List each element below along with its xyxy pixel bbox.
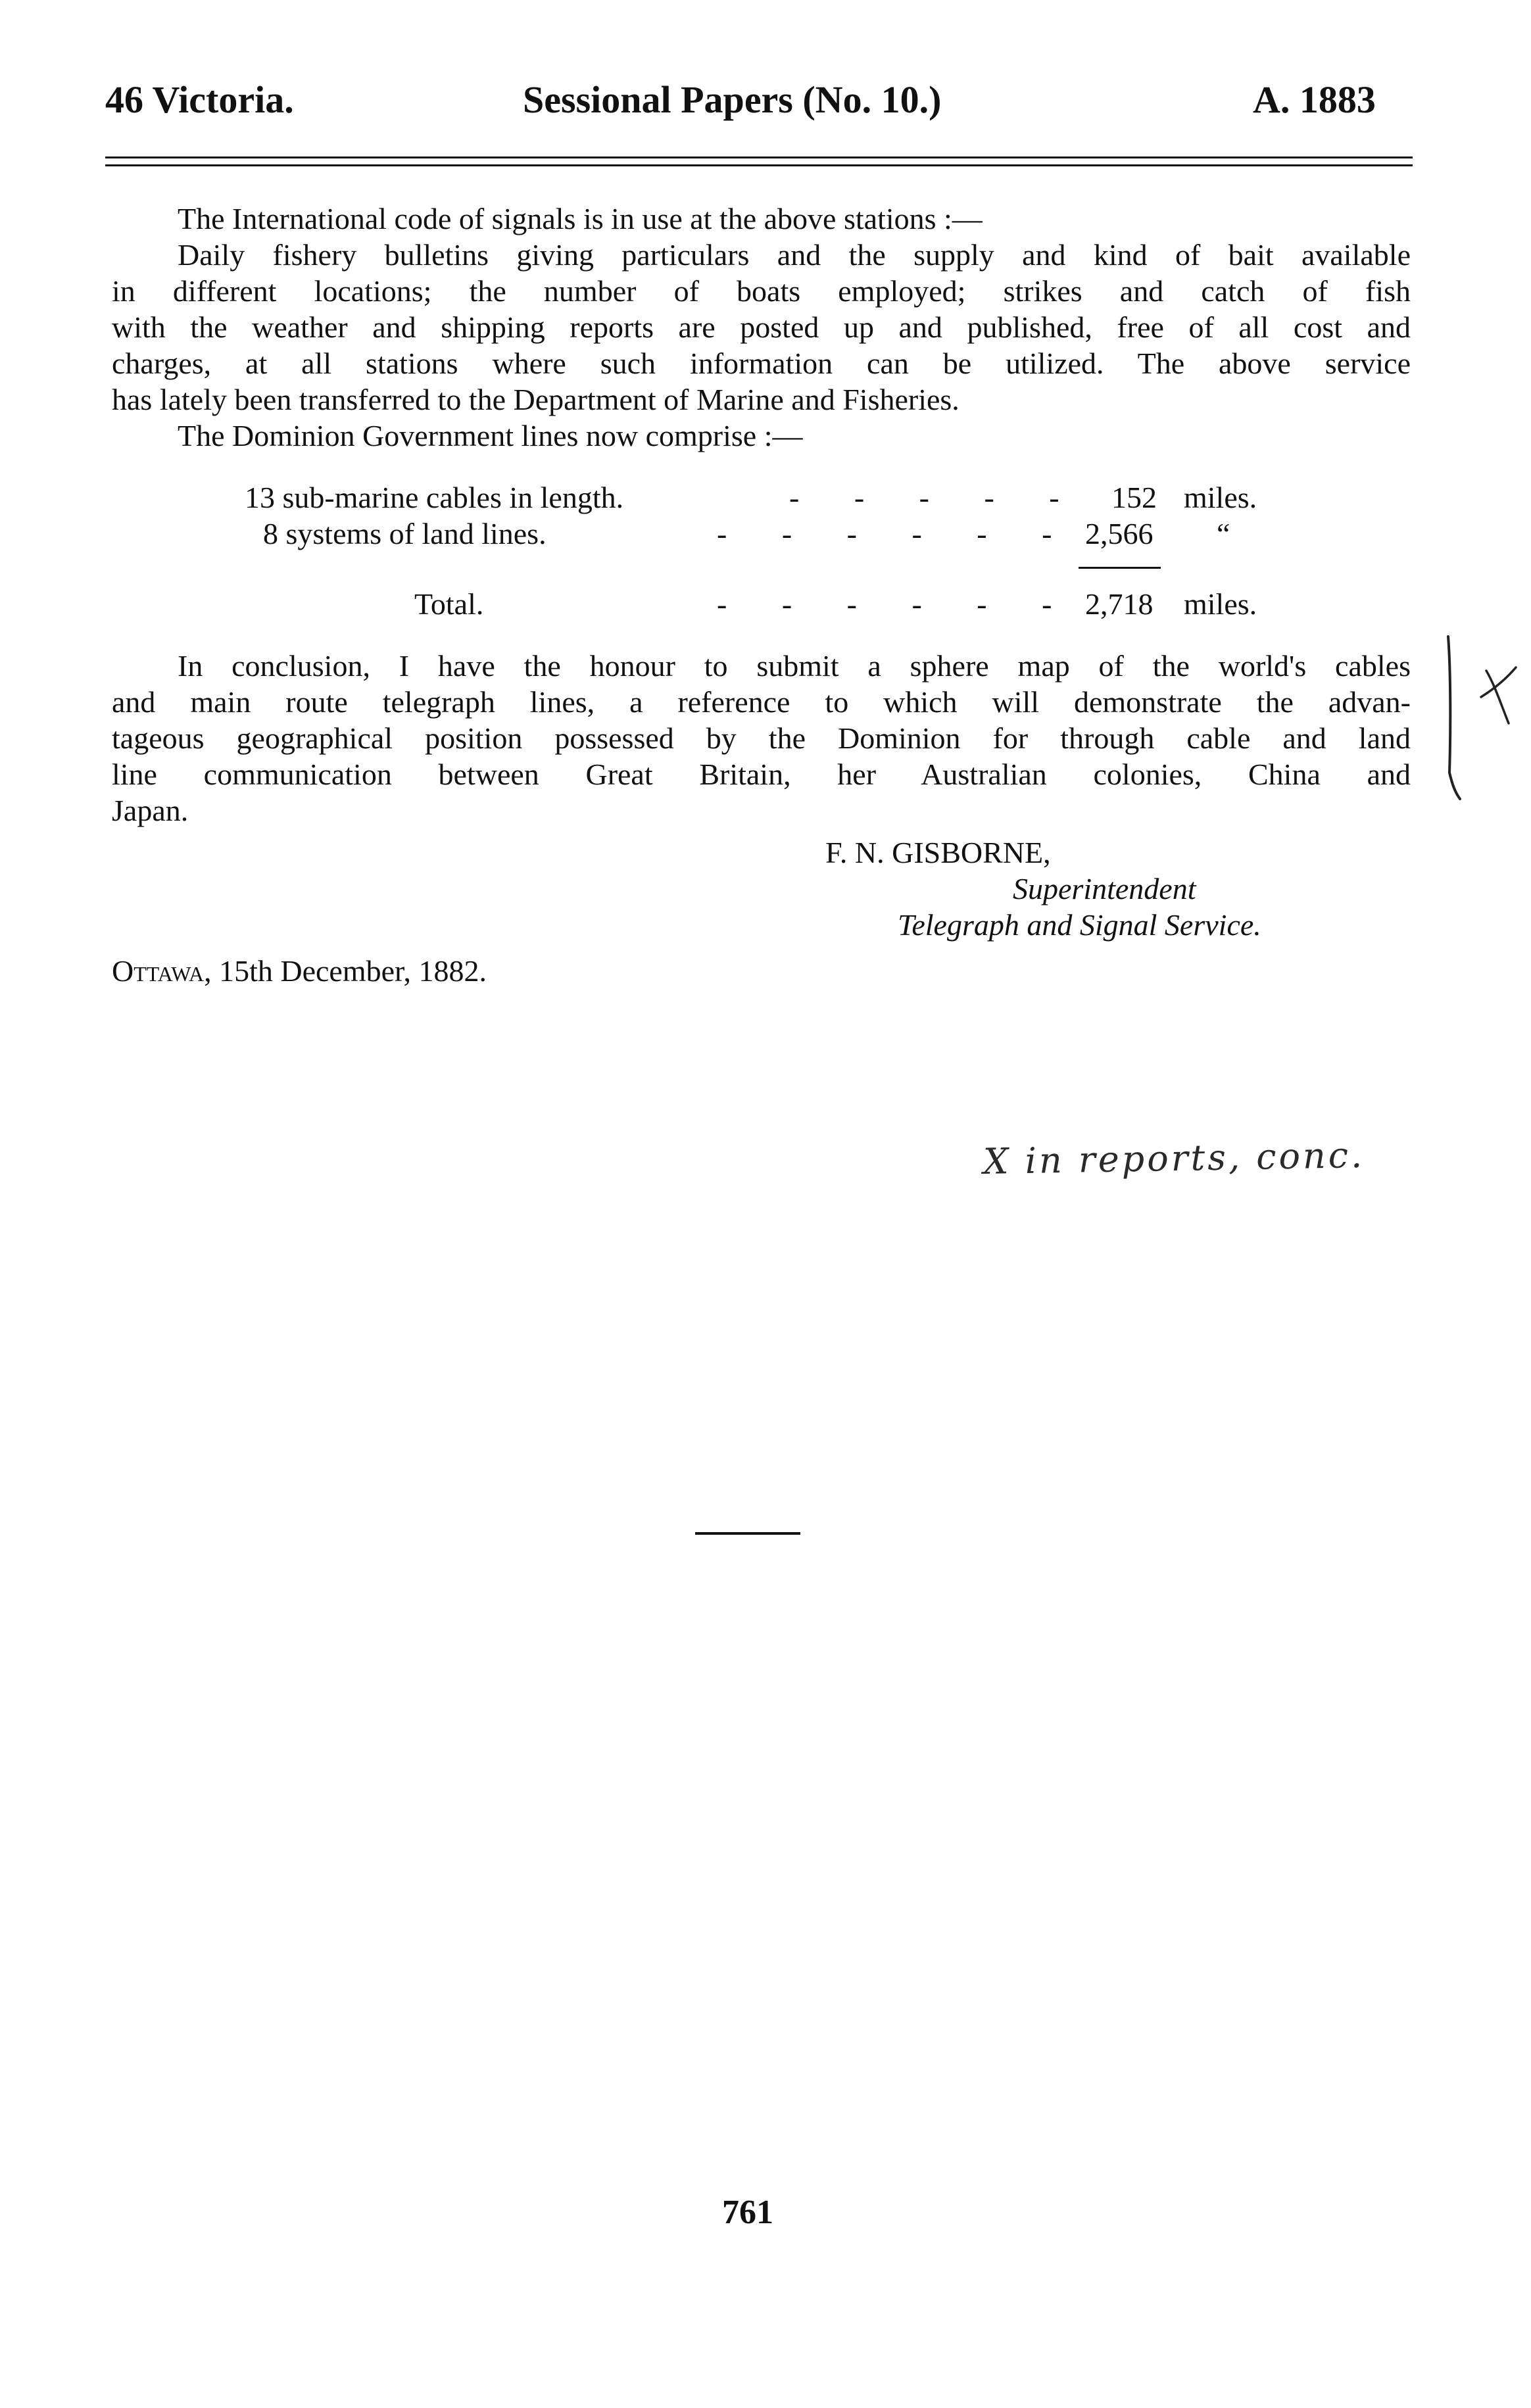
- total-dashes: - - - - - -: [717, 587, 1076, 621]
- text-line: in different locations; the number of boats employed; strikes and catch of fish: [112, 274, 1411, 308]
- sum-rule: [1079, 567, 1161, 569]
- header-year: A. 1883: [1253, 78, 1376, 121]
- page-number: 761: [722, 2194, 773, 2231]
- total-unit: miles.: [1184, 587, 1257, 621]
- paragraph-dominion-lines: [112, 418, 1411, 454]
- row-dashes: - - - - -: [789, 481, 1083, 514]
- row-unit-ditto: “: [1217, 517, 1230, 550]
- row-dashes: - - - - - -: [717, 517, 1076, 550]
- row-unit: miles.: [1184, 481, 1257, 514]
- dateline-date: , 15th December, 1882.: [204, 954, 487, 988]
- text-line: Daily fishery bulletins giving particulars and the supply and kind of bait available: [178, 238, 1411, 272]
- paragraph-signals-text: The International code of signals is in use at the above stations :—: [178, 202, 983, 235]
- text-line: and main route telegraph lines, a reference to which will demonstrate the advan-: [112, 685, 1411, 719]
- header-title: Sessional Papers (No. 10.): [523, 78, 942, 121]
- text-line: charges, at all stations where such information can be utilized. The above service: [112, 347, 1411, 380]
- dateline: [112, 953, 487, 988]
- header-rule-bottom: [105, 164, 1413, 166]
- row-label-land-lines: 8 systems of land lines.: [263, 517, 547, 550]
- paragraph-fishery: [112, 237, 1411, 418]
- text-line: tageous geographical position possessed by the Dominion for through cable and land: [112, 721, 1411, 755]
- signature-name: F. N. GISBORNE,: [825, 836, 1051, 869]
- closing-rule: [695, 1532, 800, 1535]
- paragraph-conclusion: [112, 648, 1411, 829]
- row-value-land-lines: 2,566: [1085, 517, 1154, 550]
- total-value: 2,718: [1085, 587, 1154, 621]
- margin-mark: [1473, 669, 1474, 670]
- header-volume: 46 Victoria.: [105, 78, 294, 121]
- text-line: has lately been transferred to the Department of Marine and Fisheries.: [112, 383, 960, 416]
- text-line: In conclusion, I have the honour to submit a sphere map of the world's cables: [178, 649, 1411, 683]
- paragraph-signals: [112, 201, 1411, 237]
- dateline-place: Ottawa: [112, 954, 205, 988]
- signature-title: Superintendent: [1013, 872, 1196, 905]
- paragraph-dominion-text: The Dominion Government lines now comprise :—: [178, 419, 803, 452]
- row-label-cables: 13 sub-marine cables in length.: [245, 481, 624, 514]
- text-line: Japan.: [112, 794, 189, 827]
- margin-bracket-icon: [1440, 631, 1519, 802]
- text-line: line communication between Great Britain, her Australian colonies, China and: [112, 758, 1411, 791]
- handwritten-note: X in reports, conc.: [983, 1134, 1365, 1183]
- signature-service: Telegraph and Signal Service.: [898, 908, 1261, 942]
- row-value-cables: 152: [1111, 481, 1157, 514]
- header-rule-top: [105, 157, 1413, 158]
- total-label: Total.: [414, 587, 484, 621]
- text-line: with the weather and shipping reports are posted up and published, free of all cost and: [112, 310, 1411, 344]
